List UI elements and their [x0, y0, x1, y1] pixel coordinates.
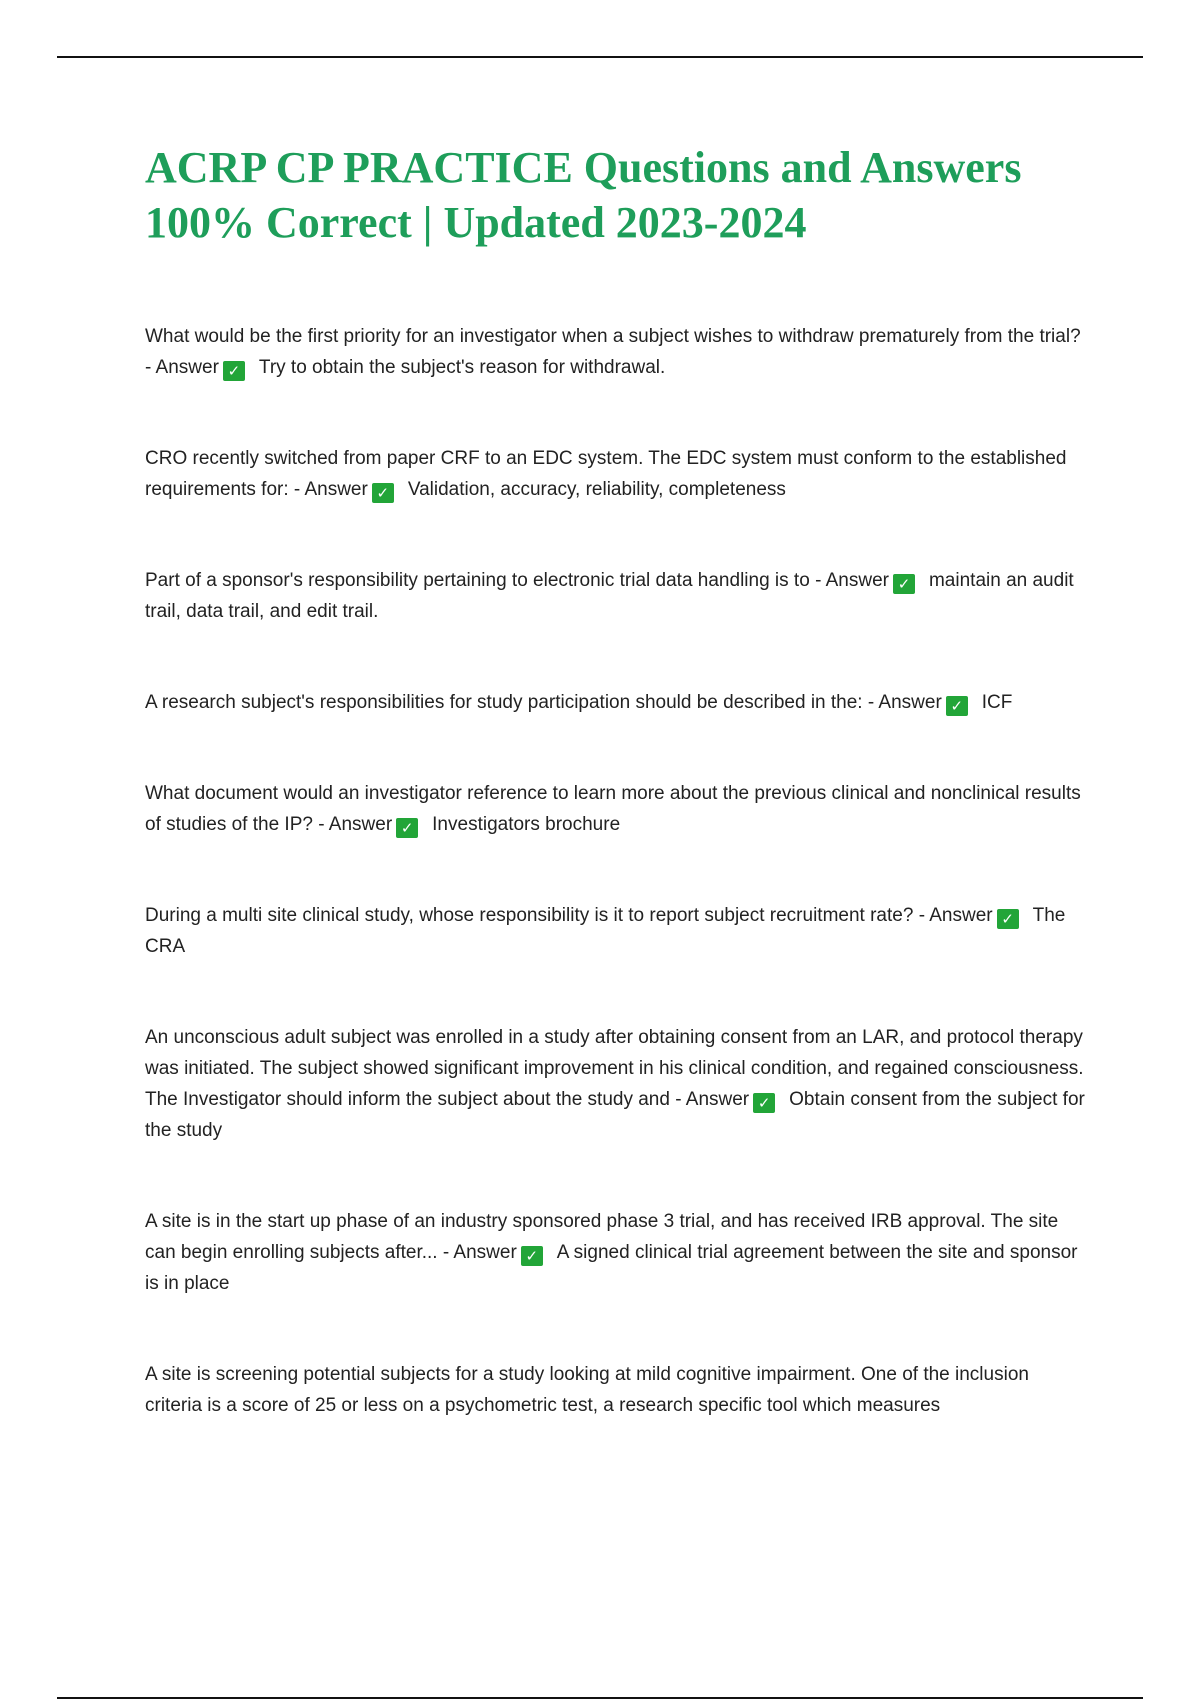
answer-text: Validation, accuracy, reliability, completeness — [407, 479, 786, 500]
answer-text: ICF — [981, 692, 1013, 713]
page-title: ACRP CP PRACTICE Questions and Answers 100% Correct | Updated 2023-2024 — [145, 143, 1022, 247]
answer-label: - Answer — [318, 814, 393, 835]
qa-item — [145, 687, 1085, 718]
check-mark-icon: ✓ — [372, 483, 394, 503]
answer-text: maintain an audit trail, data trail, and edit trail. — [145, 570, 1074, 622]
question-text: Part of a sponsor's responsibility pertaining to electronic trial data handling is to — [145, 570, 810, 591]
check-mark-icon: ✓ — [396, 818, 418, 838]
answer-label: - Answer — [145, 357, 219, 378]
document-page — [145, 140, 1085, 1421]
qa-item — [145, 321, 1085, 383]
answer-label: - Answer — [918, 905, 993, 926]
qa-item — [145, 900, 1085, 962]
check-mark-icon: ✓ — [223, 361, 245, 381]
check-mark-icon: ✓ — [893, 574, 915, 594]
answer-text: Obtain consent from the subject for the study — [145, 1089, 1085, 1141]
qa-item — [145, 1206, 1085, 1299]
qa-item — [145, 565, 1085, 627]
question-text: A research subject's responsibilities for study participation should be described in the: — [145, 692, 863, 713]
answer-label: - Answer — [293, 479, 368, 500]
qa-item-partial — [145, 1359, 1085, 1421]
answer-label: - Answer — [815, 570, 889, 591]
qa-item — [145, 778, 1085, 840]
question-text: What document would an investigator reference to learn more about the previous clinical and nonclinical results of studies of the IP? — [145, 783, 1081, 835]
answer-label: - Answer — [442, 1242, 517, 1263]
question-text: A site is screening potential subjects for a study looking at mild cognitive impairment. One of the inclusion criteria is a score of 25 or less on a psychometric test, a research specific tool which measures — [145, 1364, 1029, 1416]
top-rule — [57, 56, 1143, 58]
answer-label: - Answer — [867, 692, 942, 713]
qa-list — [145, 321, 1085, 1421]
check-mark-icon: ✓ — [997, 909, 1019, 929]
answer-text: Try to obtain the subject's reason for withdrawal. — [258, 357, 666, 378]
question-text: During a multi site clinical study, whose responsibility is it to report subject recruitment rate? — [145, 905, 914, 926]
question-text: An unconscious adult subject was enrolled in a study after obtaining consent from an LAR, and protocol therapy was initiated. The subject showed significant improvement in his clinical condition, and regained consciousness. The Investigator should inform the subject about the study and — [145, 1027, 1084, 1110]
answer-text: The CRA — [145, 905, 1066, 957]
qa-item — [145, 1022, 1085, 1146]
bottom-rule — [57, 1697, 1143, 1699]
question-text: What would be the first priority for an investigator when a subject wishes to withdraw prematurely from the trial? — [145, 326, 1081, 347]
answer-text: A signed clinical trial agreement between the site and sponsor is in place — [145, 1242, 1078, 1294]
answer-label: - Answer — [675, 1089, 750, 1110]
check-mark-icon: ✓ — [521, 1246, 543, 1266]
check-mark-icon: ✓ — [946, 696, 968, 716]
question-text: A site is in the start up phase of an industry sponsored phase 3 trial, and has received IRB approval. The site can begin enrolling subjects after... — [145, 1211, 1059, 1263]
answer-text: Investigators brochure — [432, 814, 621, 835]
question-text: CRO recently switched from paper CRF to an EDC system. The EDC system must conform to the established requirements for: — [145, 448, 1067, 500]
qa-item — [145, 443, 1085, 505]
check-mark-icon: ✓ — [753, 1093, 775, 1113]
